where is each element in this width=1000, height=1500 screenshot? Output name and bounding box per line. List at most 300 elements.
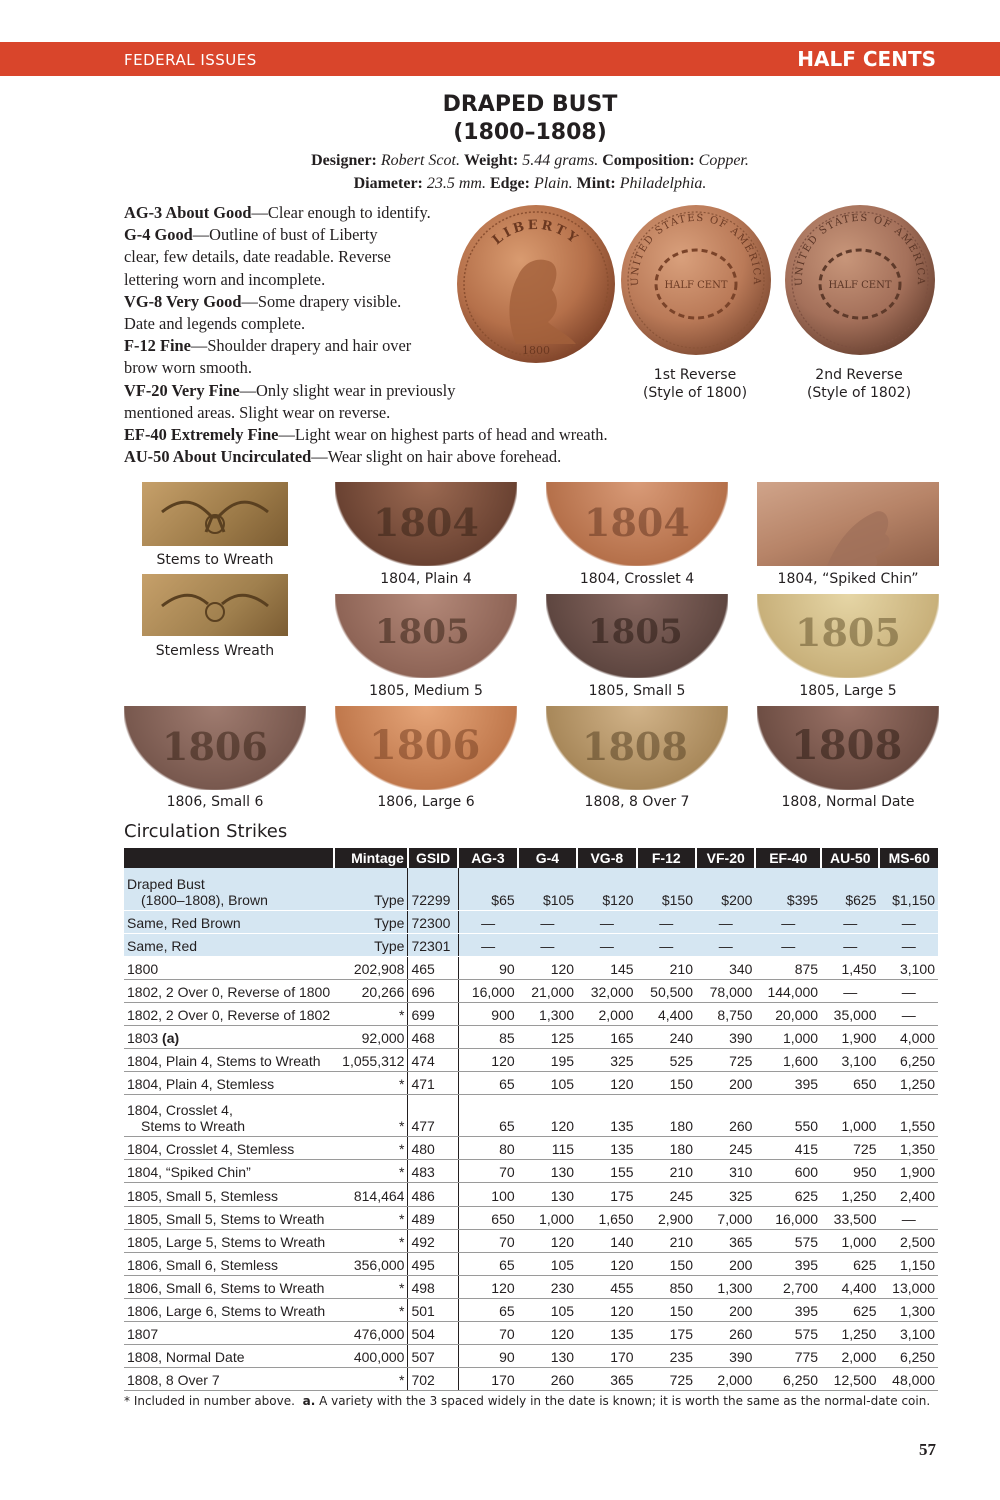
row-price: 725: [696, 1049, 755, 1072]
row-price: 32,000: [577, 979, 636, 1002]
row-price: 145: [577, 956, 636, 979]
row-price: 150: [637, 1298, 696, 1321]
row-price: 2,000: [696, 1368, 755, 1391]
obverse-coin-image: [456, 204, 616, 364]
row-name-line: [127, 1164, 331, 1180]
row-name-line: [127, 1211, 331, 1227]
type-row: [124, 868, 938, 910]
row-name: [124, 1025, 334, 1048]
composition-value: Copper.: [698, 152, 749, 169]
row-name-text: 1805, Large 5, Stems to Wreath: [127, 1233, 326, 1250]
row-gsid: 468: [408, 1025, 458, 1048]
row-name-text: 1805, Small 5, Stems to Wreath: [127, 1210, 325, 1227]
row-price: 1,300: [696, 1275, 755, 1298]
row-price: 200: [696, 1072, 755, 1095]
row-price: —: [518, 933, 577, 956]
row-name-line: Stems to Wreath: [141, 1118, 246, 1135]
table-row: [124, 1298, 938, 1321]
row-price: 245: [696, 1137, 755, 1160]
row-price: 260: [518, 1368, 577, 1391]
row-price: 875: [755, 956, 821, 979]
row-name-line: [127, 1303, 331, 1319]
type-row: [124, 933, 938, 956]
grade-desc: —Shoulder drapery and hair over: [190, 336, 412, 356]
composition-label: Composition:: [602, 152, 695, 169]
detail-1808-over-7-image: [546, 706, 728, 790]
reverse-1800-coin-image: [620, 204, 772, 356]
detail-date: 1808: [582, 724, 688, 769]
grade-f12: [124, 335, 704, 357]
grade-desc: clear, few details, date readable. Reverse: [124, 247, 391, 267]
row-gsid: 465: [408, 956, 458, 979]
row-price: 65: [458, 1298, 517, 1321]
row-price: —: [458, 933, 517, 956]
mint-label: Mint:: [576, 175, 616, 192]
detail-1805-medium-5-caption: 1805, Medium 5: [369, 683, 483, 699]
row-price: 3,100: [879, 956, 938, 979]
row-name-line: [127, 984, 331, 1000]
table-row: [124, 1345, 938, 1368]
row-price: 325: [696, 1183, 755, 1206]
table-row: [124, 1229, 938, 1252]
row-name-line: [127, 1280, 331, 1296]
row-name-text: 1804, Plain 4, Stems to Wreath: [127, 1053, 321, 1070]
row-price: 105: [518, 1252, 577, 1275]
row-price: 120: [458, 1049, 517, 1072]
grade-term: AU-50 About Uncirculated: [124, 447, 312, 467]
row-gsid: 495: [408, 1252, 458, 1275]
row-price: 340: [696, 956, 755, 979]
row-price: 130: [518, 1160, 577, 1183]
row-price: 455: [577, 1275, 636, 1298]
row-name-text: 1808, Normal Date: [127, 1349, 245, 1366]
row-footnote-ref: (a): [162, 1030, 180, 1047]
row-gsid: 498: [408, 1275, 458, 1298]
table-row: [124, 1002, 938, 1025]
row-price: 4,400: [637, 1002, 696, 1025]
detail-date: 1805: [795, 610, 901, 655]
row-price: 20,000: [755, 1002, 821, 1025]
row-price: 525: [637, 1049, 696, 1072]
row-mintage: *: [334, 1206, 408, 1229]
row-price: 6,250: [879, 1345, 938, 1368]
row-price: 1,450: [821, 956, 879, 979]
row-price: 575: [755, 1229, 821, 1252]
grade-term: AG-3 About Good: [124, 203, 252, 222]
row-name: [124, 1252, 334, 1275]
row-gsid: 486: [408, 1183, 458, 1206]
detail-1805-large-5-image: [757, 594, 939, 678]
row-price: 70: [458, 1322, 517, 1345]
grade-desc: lettering worn and incomplete.: [124, 269, 326, 289]
row-name-text: 1806, Large 6, Stems to Wreath: [127, 1303, 326, 1319]
row-mintage: 1,055,312: [334, 1049, 408, 1072]
row-price: 12,500: [821, 1368, 879, 1391]
row-price: 165: [577, 1025, 636, 1048]
row-name: [124, 1072, 334, 1095]
column-header: VG-8: [577, 848, 636, 868]
row-price: 1,350: [879, 1137, 938, 1160]
row-price: 210: [637, 1229, 696, 1252]
detail-date: 1806: [369, 722, 481, 769]
grade-desc: —Wear slight on hair above forehead.: [311, 447, 562, 467]
row-price: 1,150: [879, 1252, 938, 1275]
reverse1-caption-line: (Style of 1800): [642, 385, 748, 401]
row-price: —: [821, 979, 879, 1002]
row-price: 144,000: [755, 979, 821, 1002]
row-price: 13,000: [879, 1275, 938, 1298]
row-price: 120: [518, 956, 577, 979]
row-name: [124, 1368, 334, 1391]
row-price: 100: [458, 1183, 517, 1206]
row-mintage: *: [334, 1275, 408, 1298]
detail-1808-normal-caption: 1808, Normal Date: [781, 794, 915, 810]
row-price: 16,000: [458, 979, 517, 1002]
detail-1805-large-5-caption: 1805, Large 5: [799, 683, 897, 699]
row-name-text: 1802, 2 Over 0, Reverse of 1802: [127, 1006, 331, 1023]
row-gsid: 501: [408, 1298, 458, 1321]
detail-1805-small-5-image: [546, 594, 728, 678]
row-price: 1,300: [879, 1298, 938, 1321]
row-mintage: Type: [334, 933, 408, 956]
table-row: [124, 1183, 938, 1206]
table-row: [124, 1206, 938, 1229]
row-gsid: 699: [408, 1002, 458, 1025]
row-price: 2,000: [577, 1002, 636, 1025]
grade-vf20: [124, 380, 704, 402]
grade-desc: Date and legends complete.: [124, 314, 306, 334]
row-name: [124, 1160, 334, 1183]
row-mintage: *: [334, 1095, 408, 1137]
row-price: —: [637, 910, 696, 933]
row-name: [124, 979, 334, 1002]
detail-1806-large-6-caption: 1806, Large 6: [377, 794, 475, 810]
row-price: $150: [637, 868, 696, 910]
row-name-text: 1804, “Spiked Chin”: [127, 1164, 251, 1181]
column-header: AU-50: [821, 848, 879, 868]
row-price: 240: [637, 1025, 696, 1048]
row-name-line: [127, 1188, 331, 1204]
grade-desc: —Light wear on highest parts of head and wreath.: [278, 425, 608, 445]
obverse-legend: LIBERTY: [489, 217, 583, 249]
grade-desc: brow worn smooth.: [124, 358, 252, 378]
row-price: 21,000: [518, 979, 577, 1002]
row-name-line: [127, 1372, 331, 1388]
row-price: —: [879, 1206, 938, 1229]
row-name-line: [127, 1030, 331, 1046]
row-price: 600: [755, 1160, 821, 1183]
row-price: 1,600: [755, 1049, 821, 1072]
row-price: 120: [518, 1095, 577, 1137]
row-price: $105: [518, 868, 577, 910]
row-price: —: [879, 979, 938, 1002]
row-price: 6,250: [755, 1368, 821, 1391]
row-name-text: 1807: [127, 1326, 159, 1343]
row-price: 365: [577, 1368, 636, 1391]
row-price: 260: [696, 1095, 755, 1137]
type-row: [124, 910, 938, 933]
row-price: 1,250: [821, 1183, 879, 1206]
specs-line-1: [0, 152, 1000, 170]
row-price: 1,550: [879, 1095, 938, 1137]
column-header: [124, 848, 334, 868]
row-price: $395: [755, 868, 821, 910]
detail-1804-spiked-chin-caption: 1804, “Spiked Chin”: [777, 571, 919, 587]
row-price: 130: [518, 1183, 577, 1206]
row-price: —: [821, 933, 879, 956]
reverse-denomination: HALF CENT: [828, 280, 892, 291]
row-price: 210: [637, 1160, 696, 1183]
detail-1805-medium-5-image: [335, 594, 517, 678]
row-price: 170: [458, 1368, 517, 1391]
column-header: G-4: [518, 848, 577, 868]
grade-ag3: [124, 202, 704, 224]
detail-date: 1806: [162, 724, 268, 769]
row-name-line: [127, 1141, 331, 1157]
row-price: 1,250: [879, 1072, 938, 1095]
table-row: [124, 979, 938, 1002]
row-name-text: 1804, Plain 4, Stemless: [127, 1076, 275, 1093]
row-price: 900: [458, 1002, 517, 1025]
row-name: [124, 1206, 334, 1229]
row-price: 175: [577, 1183, 636, 1206]
row-name-line: [127, 1349, 331, 1365]
row-name-text: Draped Bust: [127, 875, 205, 892]
row-price: 950: [821, 1160, 879, 1183]
column-header: VF-20: [696, 848, 755, 868]
row-name: [124, 1137, 334, 1160]
category-title: HALF CENTS: [797, 47, 936, 71]
reverse-denomination: HALF CENT: [664, 280, 728, 291]
table-row: [124, 1049, 938, 1072]
row-name: [124, 868, 334, 910]
row-name: [124, 956, 334, 979]
grade-term: EF-40 Extremely Fine: [124, 425, 279, 445]
row-price: 390: [696, 1345, 755, 1368]
row-name-line: [127, 961, 331, 977]
diameter-value: 23.5 mm.: [426, 175, 486, 192]
row-name: [124, 910, 334, 933]
row-name-line: [127, 1076, 331, 1092]
row-price: —: [637, 933, 696, 956]
detail-1804-plain-4-caption: 1804, Plain 4: [380, 571, 472, 587]
row-price: —: [577, 910, 636, 933]
row-price: 625: [755, 1183, 821, 1206]
detail-1805-small-5-caption: 1805, Small 5: [588, 683, 686, 699]
detail-1804-crosslet-4-image: [546, 482, 728, 566]
column-header: Mintage: [334, 848, 408, 868]
row-price: 135: [577, 1095, 636, 1137]
row-price: 175: [637, 1322, 696, 1345]
row-name: [124, 1229, 334, 1252]
row-name-text: 1804, Crosslet 4, Stemless: [127, 1141, 295, 1158]
row-gsid: 72300: [408, 910, 458, 933]
detail-date: 1808: [791, 722, 903, 769]
row-gsid: 492: [408, 1229, 458, 1252]
row-price: 395: [755, 1072, 821, 1095]
row-price: 415: [755, 1137, 821, 1160]
row-price: —: [755, 933, 821, 956]
table-row: [124, 1368, 938, 1391]
row-gsid: 72299: [408, 868, 458, 910]
grade-desc: —Outline of bust of Liberty: [192, 225, 378, 245]
row-price: 390: [696, 1025, 755, 1048]
row-price: 150: [637, 1252, 696, 1275]
row-price: 1,000: [518, 1206, 577, 1229]
row-gsid: 702: [408, 1368, 458, 1391]
row-price: 260: [696, 1322, 755, 1345]
row-price: 50,500: [637, 979, 696, 1002]
row-price: —: [696, 910, 755, 933]
row-price: 130: [518, 1345, 577, 1368]
row-name: [124, 1183, 334, 1206]
row-name-line: [127, 1007, 331, 1023]
page-number: 57: [919, 1440, 936, 1459]
table-header-row: [124, 848, 938, 868]
row-name: [124, 1095, 334, 1137]
row-price: 395: [755, 1252, 821, 1275]
row-price: 575: [755, 1322, 821, 1345]
mint-value: Philadelphia.: [619, 175, 707, 192]
row-price: 1,900: [879, 1160, 938, 1183]
obverse-date: 1800: [522, 344, 550, 357]
column-header: F-12: [637, 848, 696, 868]
row-gsid: 489: [408, 1206, 458, 1229]
row-price: 120: [577, 1252, 636, 1275]
footnote-star: * Included in number above.: [124, 1394, 295, 1408]
detail-1804-spiked-chin-image: [757, 482, 939, 566]
row-price: 625: [821, 1252, 879, 1275]
row-price: $65: [458, 868, 517, 910]
circulation-strikes-title: Circulation Strikes: [124, 821, 288, 842]
row-price: —: [696, 933, 755, 956]
row-price: 105: [518, 1298, 577, 1321]
row-gsid: 72301: [408, 933, 458, 956]
row-mintage: Type: [334, 910, 408, 933]
row-price: 1,650: [577, 1206, 636, 1229]
row-price: 65: [458, 1252, 517, 1275]
grade-term: VF-20 Very Fine: [124, 380, 240, 400]
stems-to-wreath-image: [142, 482, 288, 546]
row-name-text: Same, Red: [127, 937, 198, 954]
row-price: 120: [518, 1322, 577, 1345]
table-row: [124, 1322, 938, 1345]
row-mintage: *: [334, 1137, 408, 1160]
row-gsid: 471: [408, 1072, 458, 1095]
row-price: 1,000: [755, 1025, 821, 1048]
row-name-text: 1800: [127, 960, 159, 977]
row-price: 16,000: [755, 1206, 821, 1229]
reverse1-caption-line: 1st Reverse: [653, 367, 737, 383]
row-gsid: 477: [408, 1095, 458, 1137]
designer-label: Designer:: [311, 152, 377, 169]
row-price: 245: [637, 1183, 696, 1206]
row-name: [124, 933, 334, 956]
footnote: [124, 1394, 930, 1408]
row-price: —: [879, 933, 938, 956]
row-price: 65: [458, 1095, 517, 1137]
section-label: FEDERAL ISSUES: [124, 51, 257, 69]
row-price: 4,000: [879, 1025, 938, 1048]
row-name-line: [127, 1053, 331, 1069]
row-price: 105: [518, 1072, 577, 1095]
row-price: 625: [821, 1298, 879, 1321]
row-name-line: [127, 1102, 331, 1118]
row-price: 200: [696, 1298, 755, 1321]
row-price: 90: [458, 1345, 517, 1368]
row-mintage: 356,000: [334, 1252, 408, 1275]
table-row: [124, 1160, 938, 1183]
row-price: —: [577, 933, 636, 956]
row-price: 125: [518, 1025, 577, 1048]
row-price: 120: [577, 1072, 636, 1095]
row-price: 6,250: [879, 1049, 938, 1072]
row-price: 4,400: [821, 1275, 879, 1298]
row-price: 1,000: [821, 1095, 879, 1137]
row-price: $120: [577, 868, 636, 910]
grade-desc: —Only slight wear in previously: [239, 380, 456, 400]
row-price: 48,000: [879, 1368, 938, 1391]
row-price: $625: [821, 868, 879, 910]
row-name-text: 1802, 2 Over 0, Reverse of 1800: [127, 983, 331, 1000]
row-price: 135: [577, 1322, 636, 1345]
row-price: 180: [637, 1137, 696, 1160]
row-price: 155: [577, 1160, 636, 1183]
row-price: 180: [637, 1095, 696, 1137]
row-price: 325: [577, 1049, 636, 1072]
row-name-line: (1800–1808), Brown: [141, 891, 268, 908]
row-mintage: 476,000: [334, 1322, 408, 1345]
row-price: 1,900: [821, 1025, 879, 1048]
row-name: [124, 1049, 334, 1072]
edge-value: Plain.: [533, 175, 573, 192]
row-price: 70: [458, 1229, 517, 1252]
row-name: [124, 1345, 334, 1368]
row-price: 650: [821, 1072, 879, 1095]
row-price: 2,500: [879, 1229, 938, 1252]
row-price: 120: [518, 1229, 577, 1252]
row-price: $200: [696, 868, 755, 910]
row-mintage: 92,000: [334, 1025, 408, 1048]
reverse1-caption: [630, 366, 760, 402]
row-name-text: 1806, Small 6, Stemless: [127, 1256, 278, 1273]
row-name-line: [127, 915, 331, 931]
specs-line-2: [0, 175, 1000, 193]
row-price: 2,700: [755, 1275, 821, 1298]
grade-desc: mentioned areas. Slight wear on reverse.: [124, 402, 391, 422]
row-price: 65: [458, 1072, 517, 1095]
table-row: [124, 1095, 938, 1137]
row-price: 78,000: [696, 979, 755, 1002]
row-mintage: *: [334, 1072, 408, 1095]
table-row: [124, 1025, 938, 1048]
price-table: [124, 848, 938, 1391]
row-price: 7,000: [696, 1206, 755, 1229]
column-header: AG-3: [458, 848, 517, 868]
column-header: MS-60: [879, 848, 938, 868]
row-price: 210: [637, 956, 696, 979]
row-gsid: 474: [408, 1049, 458, 1072]
diameter-label: Diameter:: [353, 175, 423, 192]
detail-date: 1805: [375, 612, 470, 652]
row-price: 8,750: [696, 1002, 755, 1025]
row-price: —: [755, 910, 821, 933]
grade-g4: [124, 224, 704, 246]
row-name-text: 1804, Crosslet 4,: [127, 1102, 233, 1119]
row-name-text: 1808, 8 Over 7: [127, 1372, 220, 1389]
grade-term: G-4 Good: [124, 225, 193, 245]
row-price: 135: [577, 1137, 636, 1160]
